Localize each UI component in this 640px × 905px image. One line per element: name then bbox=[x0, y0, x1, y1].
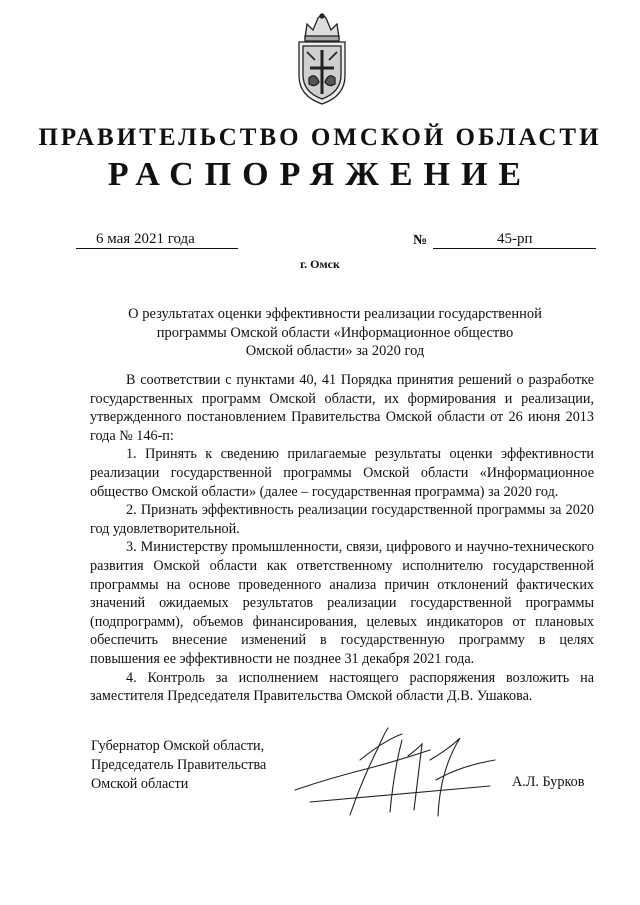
signatory-position bbox=[91, 737, 266, 794]
signatory-name: А.Л. Бурков bbox=[512, 774, 585, 790]
body-paragraph-preamble: В соответствии с пунктами 40, 41 Порядка принятия решений о разработке государственных программ Омской области, их формирования и реализации, утвержденного постановлением Правительства Омской области от 26 июня 2013 года № 146-п: bbox=[90, 372, 594, 444]
government-title: ПРАВИТЕЛЬСТВО ОМСКОЙ ОБЛАСТИ bbox=[38, 124, 602, 151]
date-underline bbox=[76, 248, 238, 249]
body-paragraph-1: 1. Принять к сведению прилагаемые результаты оценки эффективности реализации государственной программы Омской области «Информационное общество Омской области» (далее – государственная программа) за 2020 год. bbox=[90, 446, 594, 500]
document-date: 6 мая 2021 года bbox=[96, 231, 195, 247]
document-type-title: РАСПОРЯЖЕНИЕ bbox=[107, 156, 533, 193]
subject-line: О результатах оценки эффективности реализации государственной bbox=[128, 306, 542, 322]
position-line: Губернатор Омской области, bbox=[91, 738, 265, 754]
subject-line: программы Омской области «Информационное общество bbox=[156, 324, 514, 341]
body-paragraph-3: 3. Министерству промышленности, связи, цифрового и научно-технического развития Омской области как ответственному исполнителю государственной программы на основе проведенного анализа причин отклонений фактических значений ожидаемых результатов реализации государственной программы (подпрограмм), объемов финансирования, целевых индикаторов от плановых обеспечить внесение изменений в государственную программу в целях повышения ее эффективности не позднее 31 декабря 2021 года. bbox=[90, 539, 594, 667]
number-sign: № bbox=[413, 233, 428, 248]
city: г. Омск bbox=[300, 257, 340, 271]
body-paragraph-4: 4. Контроль за исполнением настоящего распоряжения возложить на заместителя Председателя Правительства Омской области Д.В. Ушакова. bbox=[90, 669, 594, 705]
position-line: Омской области bbox=[91, 776, 189, 792]
subject-line: Омской области» за 2020 год bbox=[245, 343, 425, 359]
omsk-coat-of-arms-icon bbox=[291, 12, 353, 106]
number-underline bbox=[433, 248, 596, 249]
handwritten-signature-icon bbox=[290, 720, 500, 825]
document-number: 45-рп bbox=[497, 231, 533, 247]
document-body bbox=[90, 371, 594, 706]
position-line: Председатель Правительства bbox=[91, 757, 267, 773]
body-paragraph-2: 2. Признать эффективность реализации государственной программы за 2020 год удовлетворительной. bbox=[90, 502, 594, 537]
document-subject bbox=[110, 305, 560, 361]
